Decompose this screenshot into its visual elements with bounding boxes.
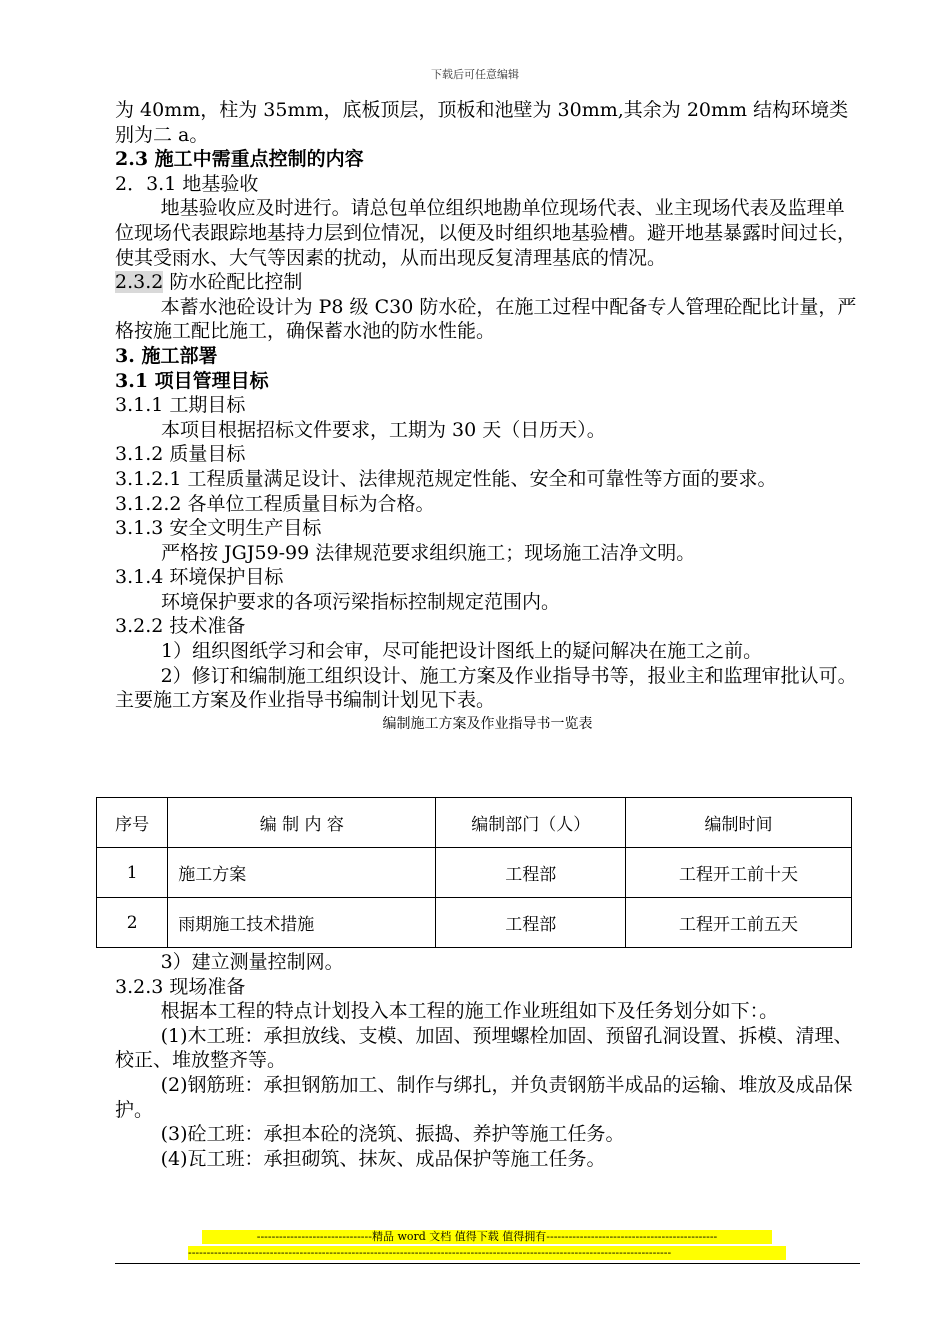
subsection-heading: 2．3.1 地基验收 bbox=[115, 172, 259, 195]
header-cell: 编制时间 bbox=[626, 798, 852, 848]
subsection-heading bbox=[115, 270, 860, 295]
highlighted-number: 2.3.2 bbox=[115, 271, 164, 294]
paragraph: 严格按 JGJ59-99 法律规范要求组织施工；现场施工洁净文明。 bbox=[161, 541, 696, 564]
paragraph: 根据本工程的特点计划投入本工程的施工作业班组如下及任务划分如下：。 bbox=[160, 1000, 779, 1023]
paragraph: 地基验收应及时进行。请总包单位组织地勘单位现场代表、业主现场代表及监理单位现场代表跟踪地基持力层到位情况，以便及时组织地基验槽。避开地基暴露时间过长，使其受雨水、大气等因素的扰动，从而出现反复清理基底的情况。 bbox=[115, 197, 857, 269]
footer-dash-line: ---------------------------------------------------------------------------------------------------------------------------------- bbox=[188, 1246, 786, 1260]
table-header-row bbox=[97, 798, 852, 848]
table-cell: 施工方案 bbox=[168, 848, 436, 898]
subsection-heading: 3.1.1 工期目标 bbox=[115, 394, 246, 417]
list-item: 3）建立测量控制网。 bbox=[160, 951, 344, 973]
paragraph: 为 40mm，柱为 35mm，底板顶层，顶板和池壁为 30mm,其余为 20mm 结构环境类别为二 a。 bbox=[115, 99, 849, 146]
subsection-heading: 3.2.2 技术准备 bbox=[115, 615, 246, 638]
table-cell: 2 bbox=[97, 898, 168, 948]
table-cell: 工程部 bbox=[436, 848, 626, 898]
paragraph: 本项目根据招标文件要求，工期为 30 天（日历天）。 bbox=[161, 418, 606, 441]
section-heading: 3.1 项目管理目标 bbox=[115, 369, 269, 392]
header-cell: 编制部门（人） bbox=[436, 798, 626, 848]
table-cell: 工程部 bbox=[436, 898, 626, 948]
subsection-heading: 3.2.3 现场准备 bbox=[115, 975, 246, 998]
list-item: (2)钢筋班：承担钢筋加工、制作与绑扎，并负责钢筋半成品的运输、堆放及成品保护。 bbox=[115, 1073, 853, 1121]
section-heading: 3. 施工部署 bbox=[115, 344, 218, 367]
footer-rule bbox=[115, 1263, 860, 1264]
list-item: (1)木工班：承担放线、支模、加固、预埋螺栓加固、预留孔洞设置、拆模、清理、校正、堆放整齐等。 bbox=[115, 1024, 853, 1072]
document-body bbox=[115, 98, 860, 735]
header-cell: 编 制 内 容 bbox=[168, 798, 436, 848]
table-cell: 工程开工前五天 bbox=[626, 898, 852, 948]
paragraph: 3.1.2.1 工程质量满足设计、法律规范规定性能、安全和可靠性等方面的要求。 bbox=[115, 467, 777, 490]
paragraph: 本蓄水池砼设计为 P8 级 C30 防水砼，在施工过程中配备专人管理砼配比计量，严格按施工配比施工，确保蓄水池的防水性能。 bbox=[115, 295, 857, 343]
table-row bbox=[97, 898, 852, 948]
page-header: 下载后可任意编辑 bbox=[431, 68, 519, 81]
list-item: (3)砼工班：承担本砼的浇筑、振捣、养护等施工任务。 bbox=[160, 1123, 625, 1146]
document-body-continued bbox=[115, 950, 860, 1171]
table-caption: 编制施工方案及作业指导书一览表 bbox=[382, 715, 593, 732]
subsection-heading: 3.1.4 环境保护目标 bbox=[115, 566, 284, 589]
list-item: 1）组织图纸学习和会审，尽可能把设计图纸上的疑问解决在施工之前。 bbox=[161, 640, 763, 663]
paragraph: 3.1.2.2 各单位工程质量目标为合格。 bbox=[115, 492, 435, 515]
subsection-heading: 3.1.2 质量目标 bbox=[115, 443, 246, 466]
plan-table bbox=[96, 797, 852, 948]
subsection-heading: 3.1.3 安全文明生产目标 bbox=[115, 517, 322, 540]
table-cell: 1 bbox=[97, 848, 168, 898]
paragraph: 环境保护要求的各项污梁指标控制规定范围内。 bbox=[161, 590, 561, 613]
subsection-title: 防水砼配比控制 bbox=[163, 271, 303, 294]
header-cell: 序号 bbox=[97, 798, 168, 848]
table-row bbox=[97, 848, 852, 898]
list-item: (4)瓦工班：承担砌筑、抹灰、成品保护等施工任务。 bbox=[160, 1147, 606, 1170]
section-heading: 2.3 施工中需重点控制的内容 bbox=[115, 148, 364, 171]
table-cell: 工程开工前十天 bbox=[626, 848, 852, 898]
list-item: 2）修订和编制施工组织设计、施工方案及作业指导书等，报业主和监理审批认可。主要施工方案及作业指导书编制计划见下表。 bbox=[115, 664, 857, 712]
table-cell: 雨期施工技术措施 bbox=[168, 898, 436, 948]
footer-banner: -------------------------------精品 word 文档 值得下载 值得拥有---------------------------------------------- bbox=[202, 1230, 772, 1244]
